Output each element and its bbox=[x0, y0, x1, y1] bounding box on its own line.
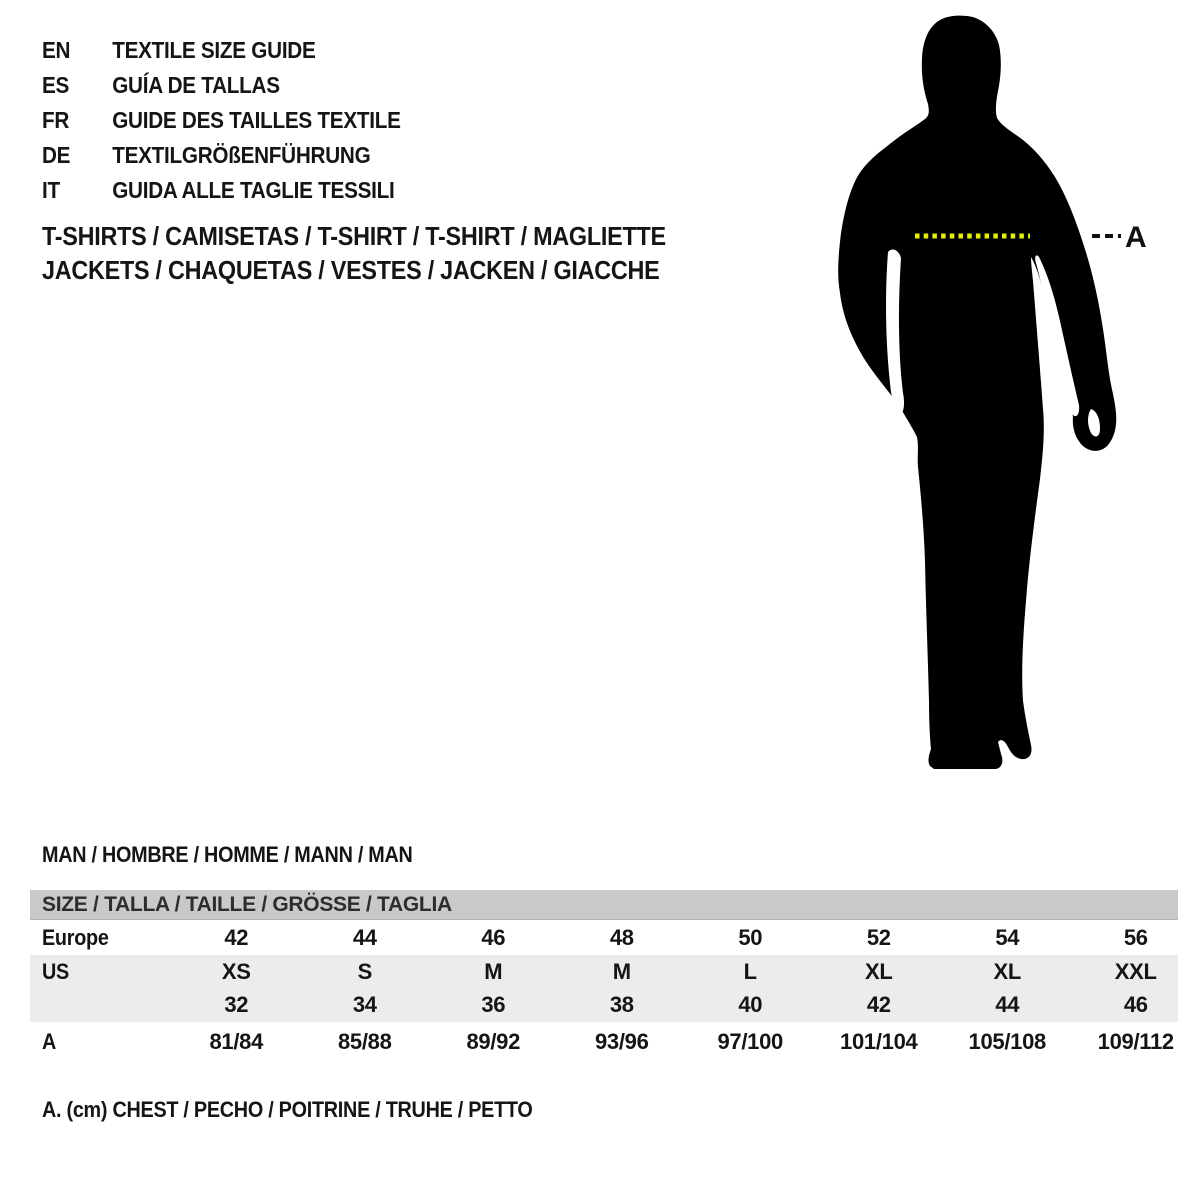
language-code: IT bbox=[42, 177, 60, 203]
table-row-chest-a bbox=[30, 1022, 1178, 1062]
size-cell: 42 bbox=[224, 925, 249, 950]
row-label: A bbox=[42, 1029, 57, 1054]
table-row-europe bbox=[30, 920, 1178, 955]
category-heading bbox=[42, 219, 735, 287]
row-values bbox=[172, 920, 1200, 955]
size-cell: XL bbox=[993, 959, 1021, 984]
table-row-us bbox=[30, 955, 1178, 988]
size-cell: 44 bbox=[995, 992, 1020, 1017]
row-label: US bbox=[42, 959, 69, 984]
measure-label-a: A bbox=[1125, 221, 1147, 254]
guide-title: GUÍA DE TALLAS bbox=[112, 72, 280, 98]
language-row-it bbox=[42, 173, 401, 208]
guide-title: GUIDA ALLE TAGLIE TESSILI bbox=[112, 177, 395, 203]
size-cell: 85/88 bbox=[337, 1029, 392, 1054]
size-cell: 52 bbox=[866, 925, 891, 950]
size-cell: 36 bbox=[481, 992, 506, 1017]
size-cell: 48 bbox=[609, 925, 634, 950]
guide-title: GUIDE DES TAILLES TEXTILE bbox=[112, 107, 401, 133]
size-table bbox=[30, 890, 1178, 1062]
language-code: DE bbox=[42, 142, 71, 168]
size-cell: 46 bbox=[1123, 992, 1148, 1017]
size-cell: XL bbox=[864, 959, 893, 984]
language-row-es bbox=[42, 68, 401, 103]
language-row-de bbox=[42, 138, 401, 173]
row-values bbox=[172, 988, 1200, 1022]
size-cell: 40 bbox=[738, 992, 763, 1017]
size-cell: 44 bbox=[352, 925, 377, 950]
row-values bbox=[172, 955, 1200, 988]
size-cell: 42 bbox=[866, 992, 891, 1017]
size-cell: 81/84 bbox=[209, 1029, 264, 1054]
language-code: FR bbox=[42, 107, 70, 133]
category-line-tshirts: T-SHIRTS / CAMISETAS / T-SHIRT / T-SHIRT / MAGLIETTE bbox=[42, 221, 666, 251]
size-cell: XS bbox=[221, 959, 251, 984]
language-guide bbox=[42, 33, 441, 208]
size-cell: 97/100 bbox=[717, 1029, 783, 1054]
size-cell: 46 bbox=[481, 925, 506, 950]
size-cell: S bbox=[357, 959, 372, 984]
table-row-numeric bbox=[30, 988, 1178, 1022]
size-cell: 54 bbox=[995, 925, 1020, 950]
measurement-footnote: A. (cm) CHEST / PECHO / POITRINE / TRUHE / PETTO bbox=[42, 1097, 533, 1122]
language-row-en bbox=[42, 33, 401, 68]
row-values bbox=[172, 1022, 1200, 1062]
size-cell: 101/104 bbox=[840, 1029, 918, 1054]
size-cell: 56 bbox=[1123, 925, 1148, 950]
man-silhouette-svg bbox=[830, 0, 1150, 790]
table-header-label: SIZE / TALLA / TAILLE / GRÖSSE / TAGLIA bbox=[42, 893, 452, 916]
category-line-jackets: JACKETS / CHAQUETAS / VESTES / JACKEN / GIACCHE bbox=[42, 255, 660, 285]
language-code: ES bbox=[42, 72, 70, 98]
size-cell: M bbox=[612, 959, 631, 984]
size-cell: 89/92 bbox=[466, 1029, 521, 1054]
size-cell: 34 bbox=[352, 992, 377, 1017]
size-cell: 105/108 bbox=[968, 1029, 1046, 1054]
size-cell: 109/112 bbox=[1097, 1029, 1174, 1054]
size-cell: 93/96 bbox=[594, 1029, 649, 1054]
size-cell: L bbox=[743, 959, 757, 984]
guide-title: TEXTILE SIZE GUIDE bbox=[112, 37, 316, 63]
row-label: Europe bbox=[42, 925, 109, 950]
size-cell: XXL bbox=[1114, 959, 1157, 984]
size-cell: 50 bbox=[738, 925, 763, 950]
guide-title: TEXTILGRÖßENFÜHRUNG bbox=[112, 142, 371, 168]
language-row-fr bbox=[42, 103, 401, 138]
man-silhouette-figure bbox=[830, 0, 1150, 790]
table-header bbox=[30, 890, 1178, 920]
size-cell: 32 bbox=[224, 992, 249, 1017]
size-cell: M bbox=[484, 959, 503, 984]
size-cell: 38 bbox=[609, 992, 634, 1017]
section-title-man: MAN / HOMBRE / HOMME / MANN / MAN bbox=[42, 842, 413, 867]
language-code: EN bbox=[42, 37, 71, 63]
